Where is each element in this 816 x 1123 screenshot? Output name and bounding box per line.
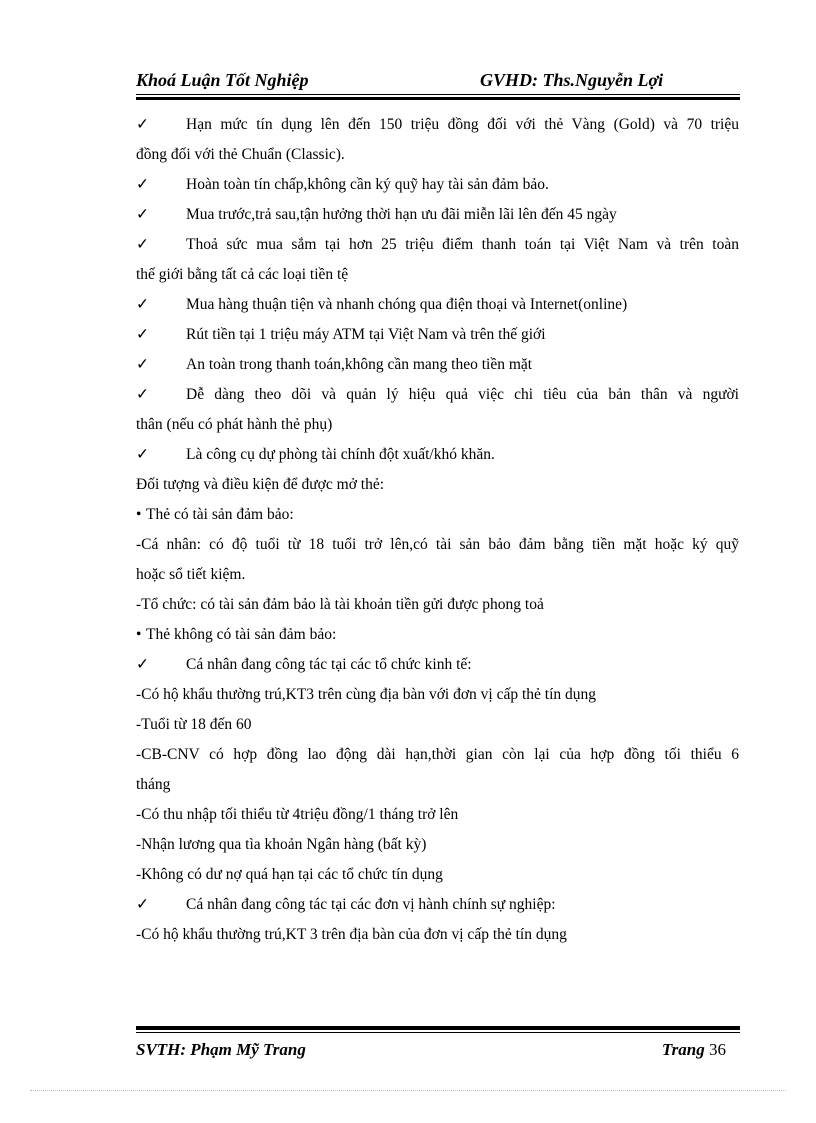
header-rule-thick [136, 97, 740, 100]
list-item: ✓ Mua trước,trả sau,tận hưởng thời hạn ưu đãi miễn lãi lên đến 45 ngày [136, 200, 739, 230]
list-item: ✓ Hạn mức tín dụng lên đến 150 triệu đồng đối với thẻ Vàng (Gold) và 70 triệu [136, 110, 739, 140]
text-line: -Cá nhân: có độ tuổi từ 18 tuổi trở lên,có tài sản bảo đảm bằng tiền mặt hoặc ký quỹ [136, 536, 739, 553]
text-line: -Tổ chức: có tài sản đảm bảo là tài khoản tiền gửi được phong toả [136, 596, 544, 613]
text-line: -CB-CNV có hợp đồng lao động dài hạn,thời gian còn lại của hợp đồng tối thiểu 6 [136, 746, 739, 763]
bullet-item: • Thẻ không có tài sản đảm bảo: [136, 620, 739, 650]
page-number [662, 1040, 726, 1060]
header-advisor: GVHD: Ths.Nguyễn Lợi [480, 70, 664, 90]
list-item: ✓ Rút tiền tại 1 triệu máy ATM tại Việt Nam và trên thế giới [136, 320, 739, 350]
text-line: -Có thu nhập tối thiểu từ 4triệu đồng/1 tháng trở lên [136, 806, 459, 823]
text-line: thế giới bằng tất cả các loại tiền tệ [136, 266, 349, 283]
text-line: thân (nếu có phát hành thẻ phụ) [136, 416, 333, 433]
text-line: -Có hộ khẩu thường trú,KT3 trên cùng địa bàn với đơn vị cấp thẻ tín dụng [136, 686, 597, 703]
list-item: ✓ Mua hàng thuận tiện và nhanh chóng qua điện thoại và Internet(online) [136, 290, 739, 320]
list-item: ✓ Cá nhân đang công tác tại các tổ chức kinh tế: [136, 650, 739, 680]
text-line: -Không có dư nợ quá hạn tại các tổ chức tín dụng [136, 866, 443, 883]
list-item: ✓ Là công cụ dự phòng tài chính đột xuất/khó khăn. [136, 440, 739, 470]
check-icon: ✓ [136, 116, 149, 133]
page-footer [136, 1040, 740, 1064]
page-content [136, 110, 739, 950]
check-icon: ✓ [136, 896, 149, 913]
text-line: tháng [136, 776, 171, 793]
page-number-value: 36 [709, 1040, 726, 1059]
text-line: hoặc sổ tiết kiệm. [136, 566, 246, 583]
check-icon: ✓ [136, 446, 149, 463]
bullet-item: • Thẻ có tài sản đảm bảo: [136, 500, 739, 530]
check-icon: ✓ [136, 356, 149, 373]
header-rule-thin [136, 94, 740, 95]
list-item: ✓ Thoả sức mua sắm tại hơn 25 triệu điểm thanh toán tại Việt Nam và trên toàn [136, 230, 739, 260]
text-line: đồng đối với thẻ Chuẩn (Classic). [136, 146, 345, 163]
check-icon: ✓ [136, 656, 149, 673]
check-icon: ✓ [136, 236, 149, 253]
check-icon: ✓ [136, 386, 149, 403]
text-line: -Nhận lương qua tìa khoản Ngân hàng (bất kỳ) [136, 836, 427, 853]
bullet-icon: • [136, 626, 142, 643]
bullet-icon: • [136, 506, 142, 523]
page-label: Trang [661, 1040, 705, 1059]
page-edge-dots [30, 1090, 786, 1091]
check-icon: ✓ [136, 326, 149, 343]
check-icon: ✓ [136, 206, 149, 223]
check-icon: ✓ [136, 296, 149, 313]
footer-rule-thick [136, 1026, 740, 1030]
list-item: ✓ Dễ dàng theo dõi và quản lý hiệu quả việc chi tiêu của bản thân và người [136, 380, 739, 410]
check-icon: ✓ [136, 176, 149, 193]
list-item: ✓ An toàn trong thanh toán,không cần mang theo tiền mặt [136, 350, 739, 380]
section-heading: Đối tượng và điều kiện để được mở thẻ: [136, 476, 385, 493]
list-item: ✓ Cá nhân đang công tác tại các đơn vị hành chính sự nghiệp: [136, 890, 739, 920]
text-line: -Có hộ khẩu thường trú,KT 3 trên địa bàn của đơn vị cấp thẻ tín dụng [136, 926, 567, 943]
list-item: ✓ Hoàn toàn tín chấp,không cần ký quỹ hay tài sản đảm bảo. [136, 170, 739, 200]
header-title: Khoá Luận Tốt Nghiệp [136, 70, 309, 90]
footer-author: SVTH: Phạm Mỹ Trang [136, 1040, 306, 1059]
footer-rule-thin [136, 1032, 740, 1033]
text-line: -Tuổi từ 18 đến 60 [136, 716, 252, 733]
